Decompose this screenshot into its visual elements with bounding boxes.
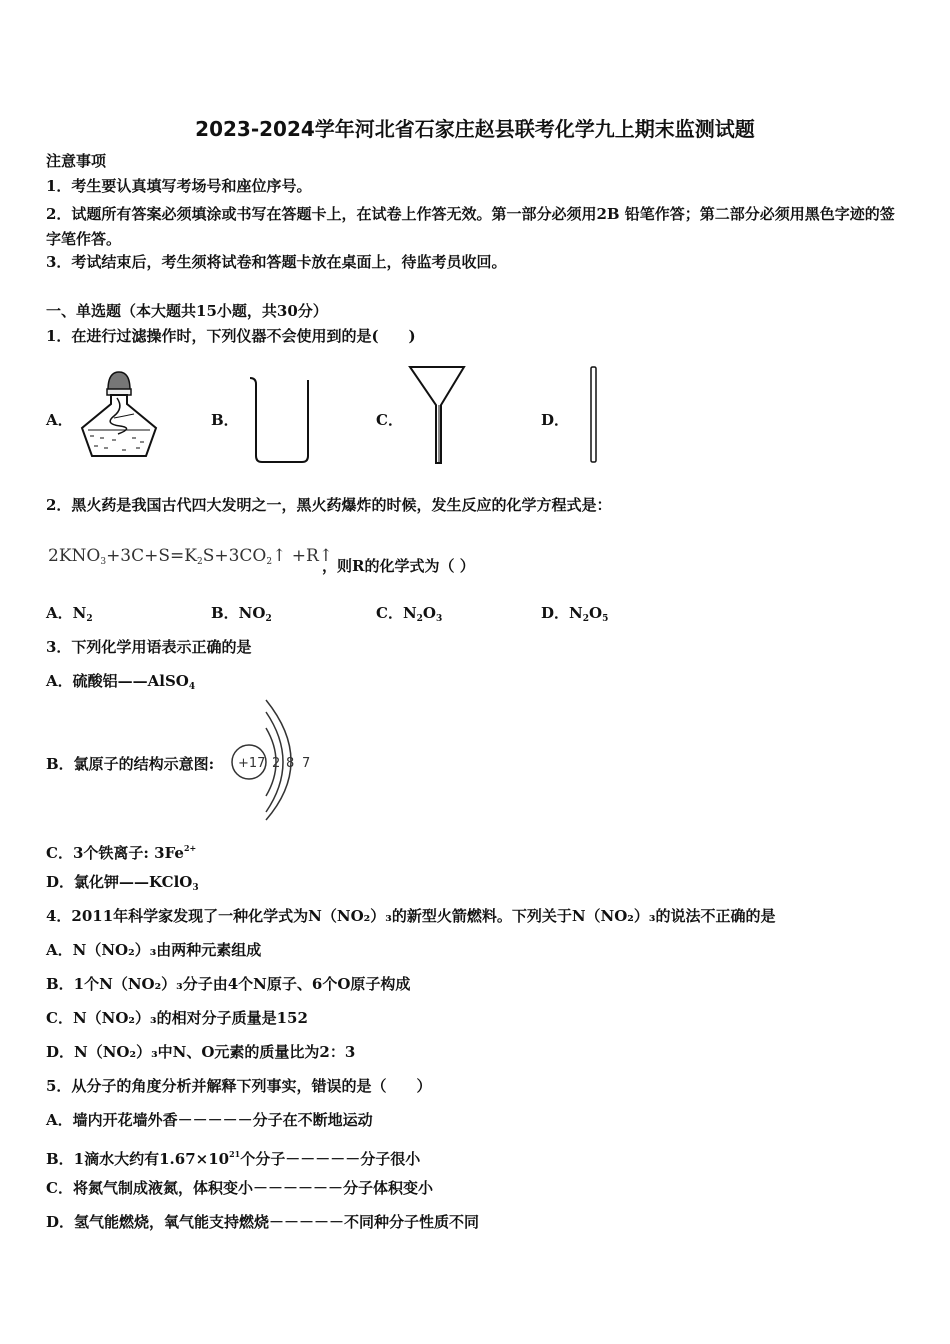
q1-option-b-label: B． <box>211 411 239 429</box>
q5-option-c: C．将氮气制成液氮，体积变小－－－－－－分子体积变小 <box>46 1179 433 1197</box>
q2-option-c: C．$N_2O_3$ <box>376 604 443 624</box>
q4-stem: 4．2011年科学家发现了一种化学式为N（NO₂）₃的新型火箭燃料。下列关于N（NO₂）₃的说法不正确的是 <box>46 907 776 925</box>
q3-option-b: B．氯原子的结构示意图: <box>46 755 215 773</box>
nucleus-charge: +17 <box>238 756 266 771</box>
notice-item-2: 2．试题所有答案必须填涂或书写在答题卡上，在试卷上作答无效。第一部分必须用2B 铅笔作答；第二部分必须用黑色字迹的签字笔作答。 <box>46 205 895 248</box>
chlorine-atom-diagram <box>230 698 320 820</box>
q1-option-a-label: A． <box>46 411 73 429</box>
q1-stem: 1．在进行过滤操作时，下列仪器不会使用到的是( ) <box>46 327 416 345</box>
q5-option-a: A．墙内开花墙外香－－－－－分子在不断地运动 <box>46 1111 373 1129</box>
notice-item-1: 1．考生要认真填写考场号和座位序号。 <box>46 177 312 195</box>
q3-stem: 3．下列化学用语表示正确的是 <box>46 638 252 656</box>
shell-electrons-3: 7 <box>302 756 311 771</box>
q4-option-a: A．N（NO₂）₃由两种元素组成 <box>46 941 262 959</box>
q1-option-d-label: D． <box>541 411 570 429</box>
q5-option-d: D．氢气能燃烧，氧气能支持燃烧－－－－－不同种分子性质不同 <box>46 1213 480 1231</box>
shell-electrons-1: 2 <box>272 756 281 771</box>
q2-option-b: B．$NO_2$ <box>211 604 272 624</box>
notice-heading: 注意事项 <box>46 152 107 170</box>
q3-option-a: A．硫酸铝——AlSO$_4$ <box>46 672 196 692</box>
q4-option-d: D．N（NO₂）₃中N、O元素的质量比为2：3 <box>46 1043 356 1061</box>
q5-stem: 5．从分子的角度分析并解释下列事实，错误的是（ ） <box>46 1077 432 1095</box>
page-title: 2023-2024学年河北省石家庄赵县联考化学九上期末监测试题 <box>195 117 755 141</box>
q1-option-c-label: C． <box>376 411 403 429</box>
q2-tail: ，则R的化学式为（ ） <box>322 557 475 575</box>
shell-electrons-2: 8 <box>286 756 295 771</box>
q3-option-d: D．氯化钾——KClO$_3$ <box>46 873 199 893</box>
section-heading: 一、单选题（本大题共15小题，共30分） <box>46 302 328 320</box>
notice-item-3: 3．考试结束后，考生须将试卷和答题卡放在桌面上，待监考员收回。 <box>46 253 507 271</box>
q2-stem: 2．黑火药是我国古代四大发明之一，黑火药爆炸的时候，发生反应的化学方程式是： <box>46 496 612 514</box>
q2-option-a: A．$N_2$ <box>46 604 93 624</box>
q2-option-d: D．$N_2O_5$ <box>541 604 609 624</box>
alcohol-lamp-icon <box>74 368 164 460</box>
beaker-icon <box>248 376 312 464</box>
q4-option-b: B．1个N（NO₂）₃分子由4个N原子、6个O原子构成 <box>46 975 411 993</box>
glass-rod-icon <box>589 366 599 464</box>
funnel-icon <box>408 365 466 467</box>
q3-option-c: C．3个铁离子: $3Fe^{2+}$ <box>46 843 197 862</box>
q5-option-b: B．1滴水大约有$1.67\times 10^{21}$个分子－－－－－分子很小 <box>46 1149 421 1168</box>
chemical-equation: $2KNO_3+3C+S=K_2S+3CO_2↑$ +R↑ <box>48 546 334 567</box>
q4-option-c: C．N（NO₂）₃的相对分子质量是152 <box>46 1009 308 1027</box>
